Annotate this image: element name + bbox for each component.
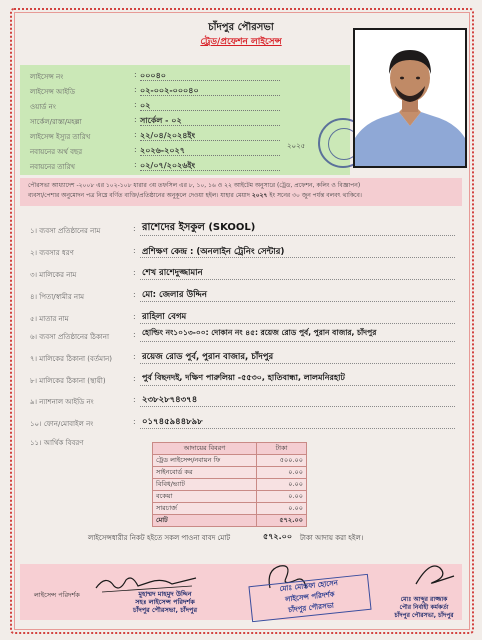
field-underline bbox=[140, 406, 455, 407]
field-underline bbox=[140, 428, 455, 429]
info-colon: : bbox=[134, 115, 137, 124]
fee-amount: ৫০০.০০ bbox=[257, 455, 307, 467]
extra-year-note: ২০২৫ bbox=[287, 142, 306, 150]
info-value-license-id: ০২-০০২-০০০৪০ bbox=[140, 86, 199, 95]
fee-row bbox=[153, 479, 307, 491]
fee-amount: ০.০০ bbox=[257, 479, 307, 491]
fee-amount: ০.০০ bbox=[257, 467, 307, 479]
fee-amount: ০.০০ bbox=[257, 503, 307, 515]
field-underline bbox=[140, 341, 455, 342]
field-label-business-type: ২। ব্যবসার ধরণ bbox=[30, 249, 74, 257]
field-underline bbox=[140, 279, 455, 280]
stamp-line-3: চাঁদপুর পৌরসভা bbox=[287, 601, 335, 615]
fee-total-amount: ৫৭২.০০ bbox=[257, 515, 307, 527]
fee-col-amount: টাকা bbox=[257, 443, 307, 455]
field-colon: : bbox=[133, 417, 136, 426]
fee-table bbox=[152, 442, 307, 527]
fee-row bbox=[153, 467, 307, 479]
info-underline bbox=[140, 80, 280, 81]
info-colon: : bbox=[134, 160, 137, 169]
field-colon: : bbox=[133, 268, 136, 277]
field-colon: : bbox=[133, 224, 136, 233]
left-signatory-title: সহঃ লাইসেন্স পরিদর্শক bbox=[135, 598, 195, 606]
field-value-mother-name: রাহিলা বেগম bbox=[142, 312, 187, 322]
right-signatory-name: মোঃ আব্দুর রাজ্জাক bbox=[400, 596, 448, 603]
field-value-father-name: মো: জেলার উদ্দিন bbox=[142, 290, 207, 300]
info-colon: : bbox=[134, 130, 137, 139]
left-signature-prefix: লাইসেন্স পরিদর্শক bbox=[34, 591, 80, 599]
fee-item: ট্রেড লাইসেন্স/নবায়ন ফি bbox=[153, 455, 257, 467]
field-colon: : bbox=[133, 246, 136, 255]
info-value-issue-date: ২২/০৪/২০২৪ইং bbox=[140, 131, 196, 140]
collection-amount: ৫৭২.০০ bbox=[263, 532, 293, 541]
license-type-title: ট্রেড/প্রফেশন লাইসেন্স bbox=[200, 37, 282, 47]
right-signatory-title: পৌর নির্বাহী কর্মকর্তা bbox=[399, 604, 449, 611]
collection-suffix: টাকা আদায় করা হইল। bbox=[300, 534, 364, 542]
notice-valid-year: ২০২৭ bbox=[251, 192, 268, 199]
field-colon: : bbox=[133, 395, 136, 404]
info-value-ward-no: ০২ bbox=[140, 101, 151, 110]
info-label-ward-no: ওয়ার্ড নং bbox=[30, 103, 56, 111]
field-label-business-address: ৬। ব্যবসা প্রতিষ্ঠানের ঠিকানা bbox=[30, 333, 109, 341]
field-underline bbox=[140, 385, 455, 386]
field-label-present-address: ৭। মালিকের ঠিকানা (বর্তমান) bbox=[30, 355, 113, 363]
field-label-business-name: ১। ব্যবসা প্রতিষ্ঠানের নাম bbox=[30, 227, 101, 235]
info-underline bbox=[140, 140, 280, 141]
info-underline bbox=[140, 170, 280, 171]
info-underline bbox=[140, 110, 280, 111]
notice-line-1: পৌরসভা আধ্যাদেশ -২০০৮ এর ১০২-১০৮ ধারার ৩য় তফসিল এর ৮, ১০, ১৬ ও ২২ আইটেম অনুসারে (ট্রেড, প্রফেশন, কলিং ও বিজ্ঞাপন) bbox=[28, 182, 361, 189]
field-colon: : bbox=[133, 312, 136, 321]
fee-row bbox=[153, 503, 307, 515]
field-value-national-id: ২৩৮২৮৭৪৩৭৪ bbox=[142, 395, 198, 405]
right-signature-icon bbox=[410, 556, 460, 592]
field-label-father-name: ৪। পিতা/স্বামীর নাম bbox=[30, 293, 85, 301]
info-label-license-no: লাইসেন্স নং bbox=[30, 73, 64, 81]
info-underline bbox=[140, 155, 280, 156]
field-colon: : bbox=[133, 330, 136, 339]
info-colon: : bbox=[134, 145, 137, 154]
field-label-permanent-address: ৮। মালিকের ঠিকানা (স্থায়ী) bbox=[30, 377, 106, 385]
fee-item: বিবিধ/ভ্যাট bbox=[153, 479, 257, 491]
fee-row bbox=[153, 455, 307, 467]
field-value-present-address: রয়েজ রোড পুর্ব, পুরান বাজার, চাঁদপুর bbox=[142, 352, 274, 362]
info-label-renewal-date: নবায়নের তারিখ bbox=[30, 163, 76, 171]
fee-item: সাইনবোর্ড কর bbox=[153, 467, 257, 479]
fee-col-description: আদায়ের বিবরণ bbox=[153, 443, 257, 455]
left-signatory-block bbox=[100, 590, 230, 614]
fee-total-row bbox=[153, 515, 307, 527]
license-notice bbox=[20, 178, 462, 206]
field-value-owner-name: শেখ রাশেদুজ্জামান bbox=[142, 268, 203, 278]
info-label-fiscal-year: নবায়নের অর্থ বছর bbox=[30, 148, 83, 156]
left-signatory-org: চাঁদপুর পৌরসভা, চাঁদপুর bbox=[132, 606, 198, 614]
fee-table-header-row bbox=[153, 443, 307, 455]
info-colon: : bbox=[134, 100, 137, 109]
field-colon: : bbox=[133, 374, 136, 383]
info-value-circle: সার্কেল - ০২ bbox=[140, 116, 182, 125]
field-label-national-id: ৯। ন্যাশনাল আইডি নং bbox=[30, 398, 94, 406]
fee-item: বকেয়া bbox=[153, 491, 257, 503]
info-value-renewal-date: ০২/০৭/২০২৬ইং bbox=[140, 161, 196, 170]
field-underline bbox=[140, 301, 455, 302]
fee-item: সারচার্জ bbox=[153, 503, 257, 515]
info-label-circle: সার্কেল/রাস্তা/মহল্লা bbox=[30, 118, 82, 126]
right-signatory-org: চাঁদপুর পৌরসভা, চাঁদপুর bbox=[394, 612, 454, 619]
info-colon: : bbox=[134, 85, 137, 94]
field-value-business-address: হোল্ডিং নং১০১৩-০০: দোকান নং ৪৫: রয়েজ রোড পুর্ব, পুরান বাজার, চাঁদপুর bbox=[142, 328, 377, 337]
field-label-owner-name: ৩। মালিকের নাম bbox=[30, 271, 77, 279]
owner-photo bbox=[353, 28, 467, 168]
field-colon: : bbox=[133, 352, 136, 361]
field-value-business-name: রাশেদের ইসকুল (SKOOL) bbox=[142, 222, 256, 233]
field-underline bbox=[140, 257, 455, 258]
municipality-title: চাঁদপুর পৌরসভা bbox=[208, 22, 274, 33]
right-signatory-block bbox=[376, 596, 472, 620]
field-label-mother-name: ৫। মাতার নাম bbox=[30, 315, 69, 323]
field-label-financial-details: ১১। আর্থিক বিবরণ bbox=[30, 439, 84, 447]
field-value-permanent-address: পুর্ব বিছনদই, দক্ষিণ পারুলিয়া -৫৫৩০, হাতিবান্ধা, লালমনিরহাট bbox=[142, 373, 345, 382]
stamp-line-2: লাইসেন্স পরিদর্শক bbox=[284, 590, 335, 604]
fee-amount: ০.০০ bbox=[257, 491, 307, 503]
info-value-fiscal-year: ২০২৬-২০২৭ bbox=[140, 146, 185, 155]
info-label-issue-date: লাইসেন্স ইস্যুর তারিখ bbox=[30, 133, 91, 141]
stamp-line-1: মোঃ মোস্তফা হোসেন bbox=[279, 579, 339, 594]
field-value-business-type: প্রশিক্ষণ কেন্দ্র : (অনলাইন ট্রেনিং সেন্টার) bbox=[142, 247, 285, 257]
left-signatory-name: মুহাম্মদ মাহমুদ উদ্দিন bbox=[138, 590, 192, 598]
field-label-phone: ১০। ফোন/মোবাইল নং bbox=[30, 420, 94, 428]
field-underline bbox=[140, 235, 455, 236]
field-underline bbox=[140, 363, 455, 364]
field-underline bbox=[140, 323, 455, 324]
owner-photo-icon bbox=[355, 30, 465, 166]
info-value-license-no: ০০০৪০ bbox=[140, 71, 166, 80]
notice-line-2: ব্যবসা/পেশার অনুমোদন পত্র নিম্নে বর্ণিত ব্যক্তি/প্রতিষ্ঠানের অনুকূলে দেওয়া হইল। যাহার মেয়াদ ২০২৭ ইং সনের ৩০ জুন পর্যন্ত বলবৎ থাকিবে। bbox=[28, 192, 362, 199]
info-label-license-id: লাইসেন্স আইডি bbox=[30, 88, 76, 96]
field-value-phone: ০১৭৪৫৯৪৪৮৯৮ bbox=[142, 417, 203, 427]
field-colon: : bbox=[133, 290, 136, 299]
info-colon: : bbox=[134, 70, 137, 79]
info-underline bbox=[140, 125, 280, 126]
fee-total-label: মোট bbox=[153, 515, 257, 527]
info-underline bbox=[140, 95, 280, 96]
collection-prefix: লাইসেন্সধারীর নিকট হইতে সকল পাওনা বাবদ মোট bbox=[88, 534, 231, 542]
fee-row bbox=[153, 491, 307, 503]
